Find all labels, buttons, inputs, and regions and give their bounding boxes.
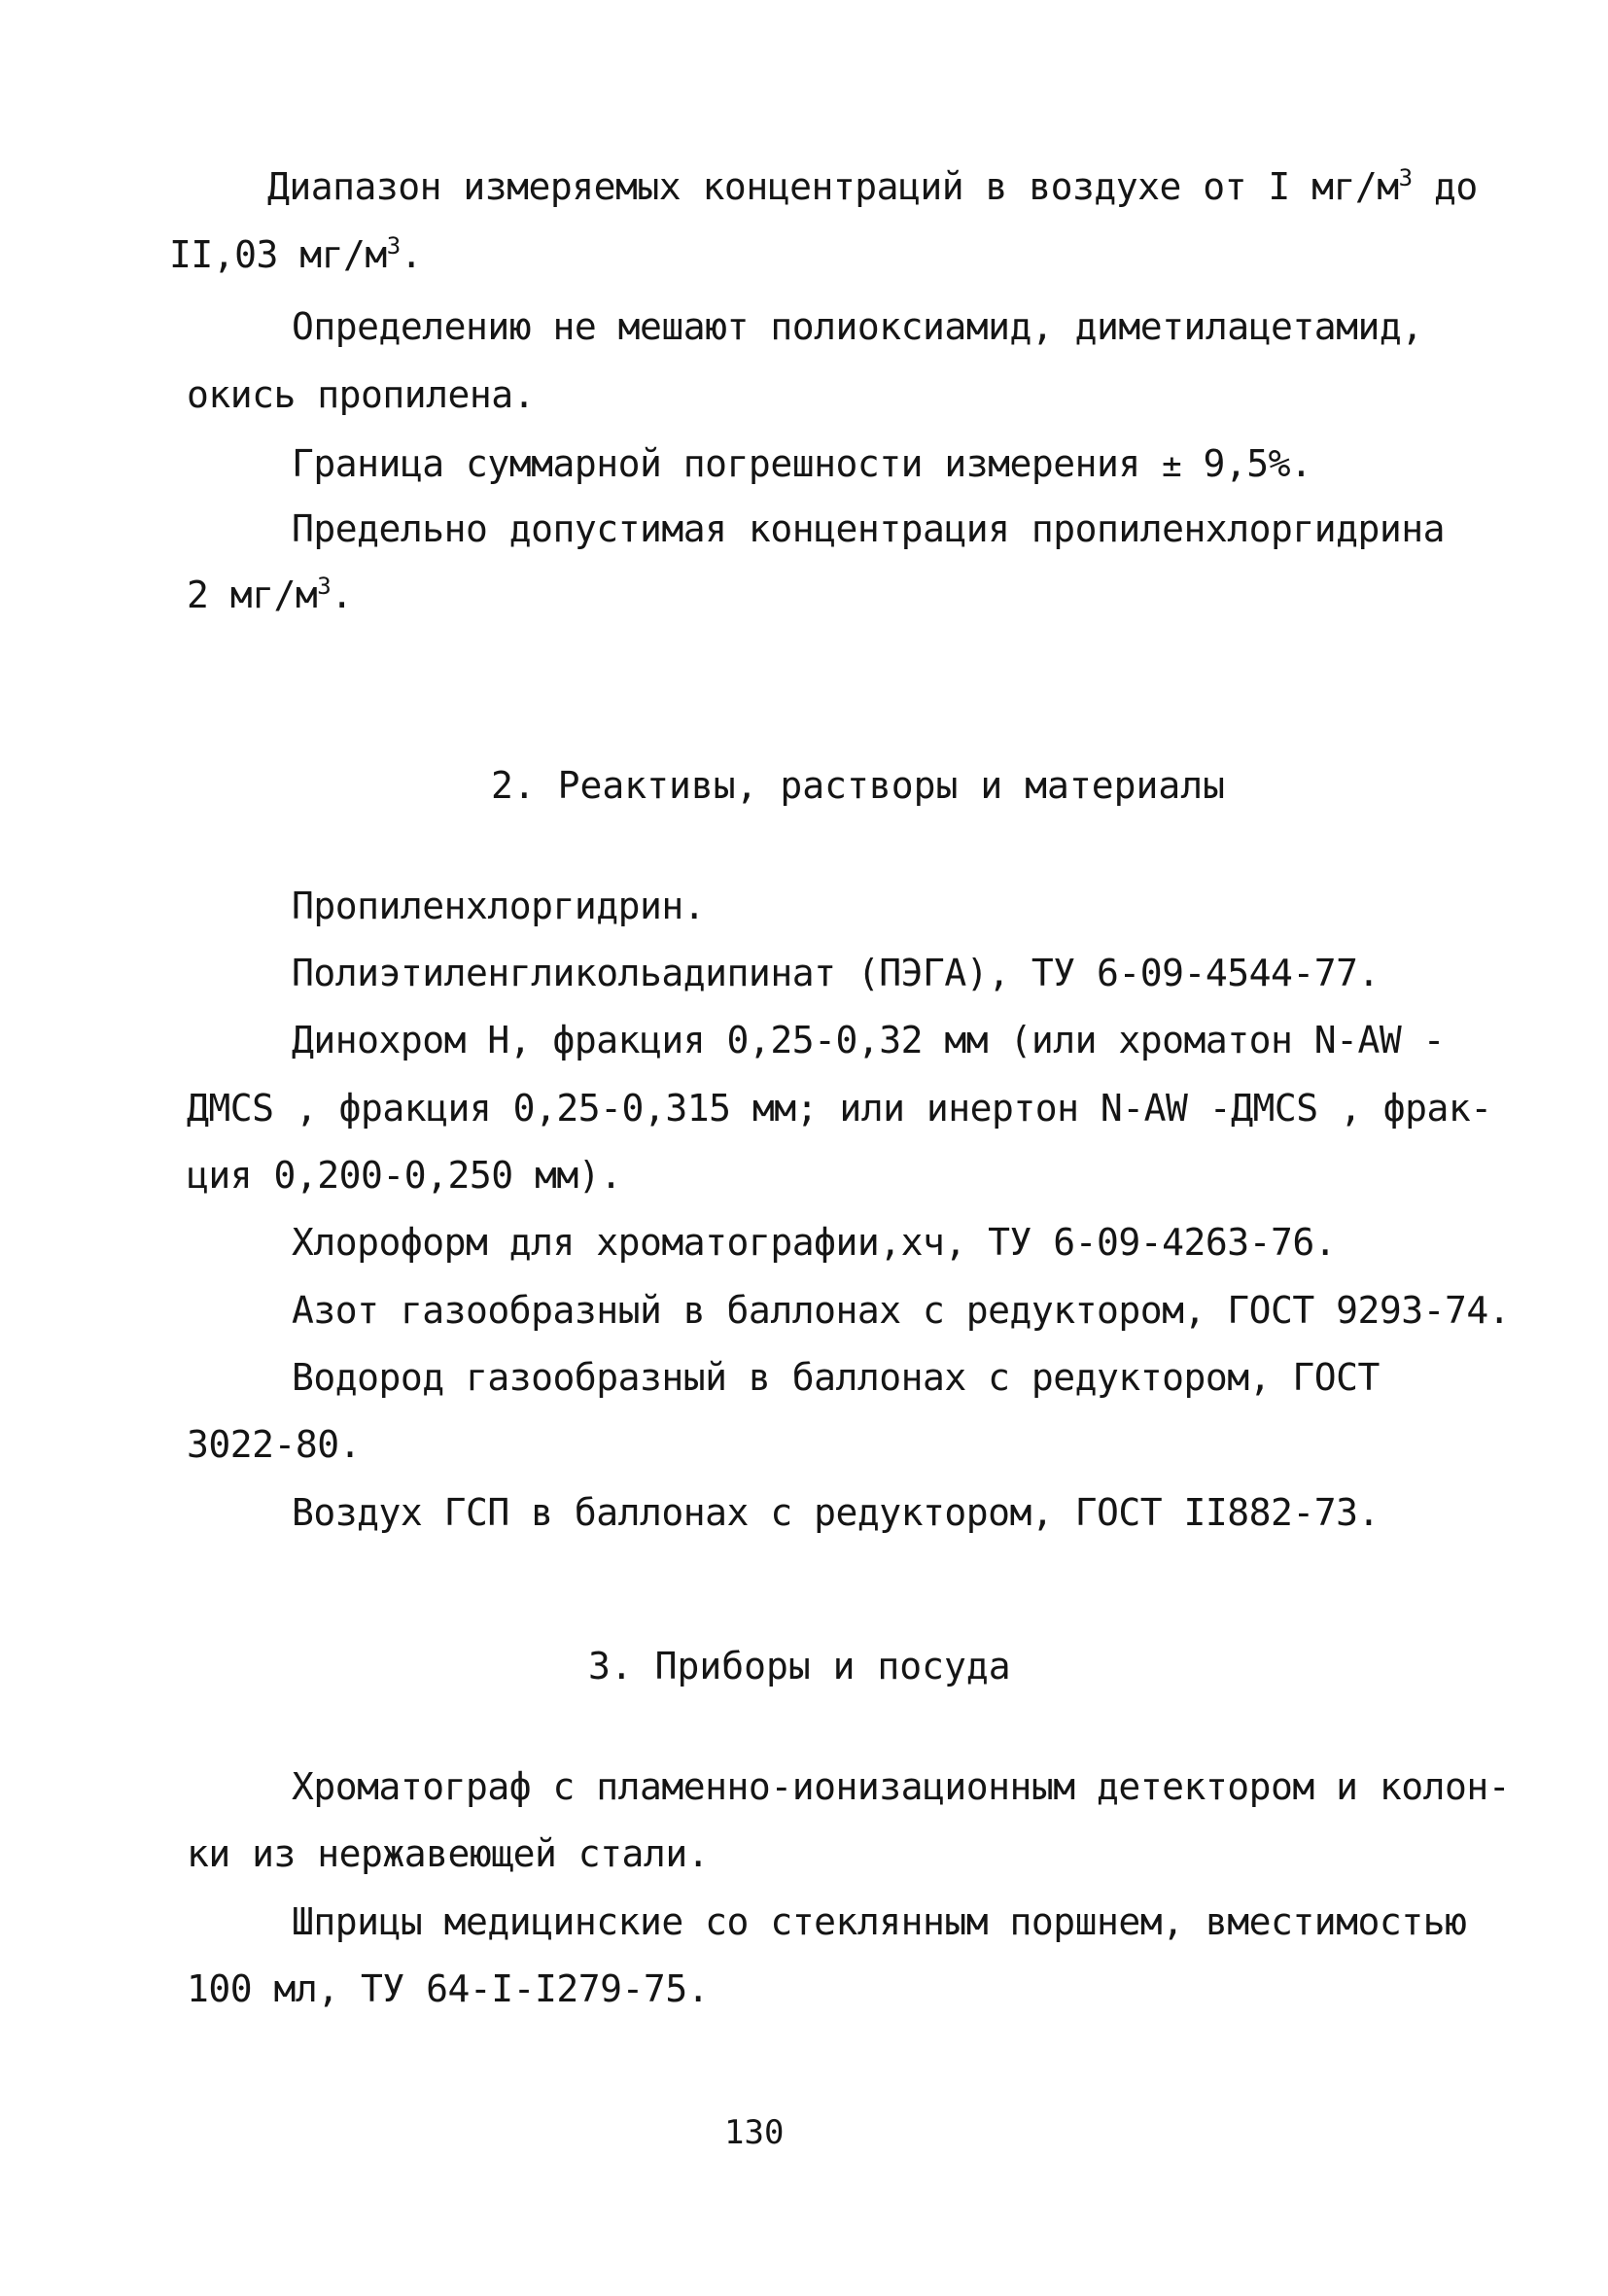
section-2-item: Динохром Н, фракция 0,25-0,32 мм (или хроматон N-AW - <box>292 1019 1446 1061</box>
interference-line-2: окись пропилена. <box>187 373 536 416</box>
section-2-item: ДМСS , фракция 0,25-0,315 мм; или инертон N-AW -ДМСS , фрак- <box>187 1087 1492 1130</box>
plus-minus-symbol: ± <box>1162 446 1182 485</box>
section-3-item: ки из нержавеющей стали. <box>187 1832 710 1875</box>
section-2-item: ция 0,200-0,250 мм). <box>187 1154 622 1197</box>
section-2-item: Хлороформ для хроматографии,хч, ТУ 6-09-4263-76. <box>292 1221 1337 1264</box>
section-3-item: 100 мл, ТУ 64-I-I279-75. <box>187 1967 710 2010</box>
section-3-title: 3. Приборы и посуда <box>588 1645 1011 1687</box>
mac-line-1: Предельно допустимая концентрация пропиленхлоргидрина <box>292 507 1446 550</box>
range-line-2: II,03 $мг/м^3$. <box>169 232 423 276</box>
mac-line-2: 2 $мг/м^3$. <box>187 573 353 616</box>
section-3-item: Хроматограф с пламенно-ионизационным детектором и колон- <box>292 1765 1511 1808</box>
section-2-item: 3022-80. <box>187 1423 362 1466</box>
section-3-item: Шприцы медицинские со стеклянным поршнем, вместимостью <box>292 1900 1467 1943</box>
section-2-item: Водород газообразный в баллонах с редуктором, ГОСТ <box>292 1356 1380 1399</box>
section-2-item: Полиэтиленгликольадипинат (ПЭГА), ТУ 6-09-4544-77. <box>292 952 1380 994</box>
section-2-item: Азот газообразный в баллонах с редуктором, ГОСТ 9293-74. <box>292 1289 1511 1332</box>
section-2-item: Пропиленхлоргидрин. <box>292 885 706 927</box>
page-number: 130 <box>724 2113 785 2152</box>
interference-line-1: Определению не мешают полиоксиамид, диметилацетамид, <box>292 305 1423 348</box>
section-2-title: 2. Реактивы, растворы и материалы <box>491 764 1225 807</box>
section-2-item: Воздух ГСП в баллонах с редуктором, ГОСТ II882-73. <box>292 1491 1380 1534</box>
range-line-1: Диапазон измеряемых концентраций в воздухе от I $мг/м^3$ до <box>267 164 1478 208</box>
error-line: Граница суммарной погрешности измерения ± 9,5%. <box>292 440 1311 489</box>
